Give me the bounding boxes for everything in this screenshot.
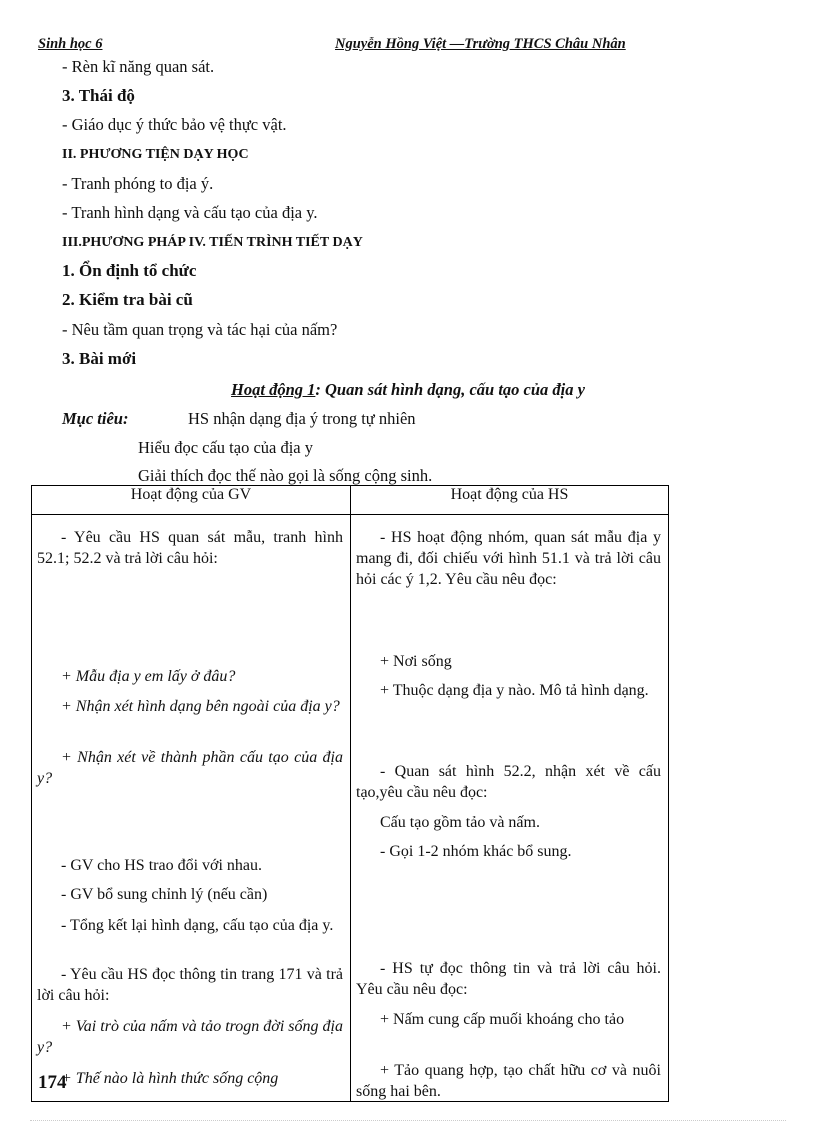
text-line: - Tranh hình dạng và cấu tạo của địa y. xyxy=(62,203,318,222)
objective-label: Mục tiêu: xyxy=(62,409,129,428)
hs-paragraph: - HS tự đọc thông tin và trả lời câu hỏi. Yêu cầu nêu đọc: xyxy=(356,960,661,998)
objective-item: HS nhận dạng địa ý trong tự nhiên xyxy=(188,409,416,428)
text-line: - Tranh phóng to địa ý. xyxy=(62,174,214,193)
section-heading: 3. Bài mới xyxy=(62,349,137,368)
hs-paragraph: - Gọi 1-2 nhóm khác bổ sung. xyxy=(380,843,572,860)
gv-paragraph: - Tổng kết lại hình dạng, cấu tạo của địa y. xyxy=(61,917,334,934)
gv-paragraph: + Nhận xét về thành phần cấu tạo của địa y? xyxy=(37,749,343,787)
hs-paragraph: - Quan sát hình 52.2, nhận xét về cấu tạo,yêu cầu nêu đọc: xyxy=(356,763,661,801)
objective-item: Giải thích đọc thế nào gọi là sống cộng sinh. xyxy=(138,466,433,485)
activity-title-label: Hoạt động 1 xyxy=(231,380,316,399)
gv-paragraph: + Mẫu địa y em lấy ở đâu? xyxy=(61,668,236,685)
gv-paragraph: + Thế nào là hình thức sống cộng xyxy=(61,1070,279,1087)
gv-paragraph: - GV bổ sung chỉnh lý (nếu cần) xyxy=(61,886,268,903)
gv-paragraph: - Yêu cầu HS đọc thông tin trang 171 và trả lời câu hỏi: xyxy=(37,966,343,1004)
hs-paragraph: - HS hoạt động nhóm, quan sát mẫu địa y mang đi, đối chiếu với hình 51.1 và trả lời câu hỏi các ý 1,2. Yêu cầu nêu đọc: xyxy=(356,529,661,588)
activity-title-text: : Quan sát hình dạng, cấu tạo của địa y xyxy=(315,380,585,399)
hs-paragraph: + Tảo quang hợp, tạo chất hữu cơ và nuôi sống hai bên. xyxy=(356,1062,661,1100)
activity-title xyxy=(0,380,816,400)
hs-paragraph: + Thuộc dạng địa y nào. Mô tả hình dạng. xyxy=(380,682,649,699)
header-subject: Sinh học 6 xyxy=(38,36,103,52)
activity-table xyxy=(31,485,669,1102)
table-header-gv: Hoạt động của GV xyxy=(32,486,351,515)
objective-item: Hiểu đọc cấu tạo của địa y xyxy=(138,438,314,457)
gv-paragraph: + Vai trò của nấm và tảo trogn đời sống địa y? xyxy=(37,1018,343,1056)
footer-divider xyxy=(30,1120,786,1121)
hs-paragraph: + Nấm cung cấp muối khoáng cho tảo xyxy=(380,1011,625,1028)
section-heading: 1. Ổn định tổ chức xyxy=(62,261,197,280)
section-heading: 2. Kiểm tra bài cũ xyxy=(62,290,193,309)
gv-paragraph: - Yêu cầu HS quan sát mẫu, tranh hình 52.1; 52.2 và trả lời câu hỏi: xyxy=(37,529,343,567)
text-line: - Nêu tầm quan trọng và tác hại của nấm? xyxy=(62,320,338,339)
text-line: - Giáo dục ý thức bảo vệ thực vật. xyxy=(62,115,287,134)
section-heading: 3. Thái độ xyxy=(62,86,135,105)
hs-column xyxy=(352,516,667,1100)
text-line: - Rèn kĩ năng quan sát. xyxy=(62,57,215,76)
hs-paragraph: + Nơi sống xyxy=(380,653,452,670)
table-header-hs: Hoạt động của HS xyxy=(351,486,669,515)
gv-column xyxy=(33,516,349,1100)
section-heading: II. PHƯƠNG TIỆN DẠY HỌC xyxy=(62,147,249,162)
section-heading: III.PHƯƠNG PHÁP IV. TIẾN TRÌNH TIẾT DẠY xyxy=(62,235,363,250)
gv-paragraph: + Nhận xét hình dạng bên ngoài của địa y? xyxy=(61,698,340,715)
page-number: 174 xyxy=(38,1072,67,1093)
header-author: Nguyễn Hồng Việt —Trường THCS Châu Nhân xyxy=(335,36,626,52)
hs-paragraph: Cấu tạo gồm tảo và nấm. xyxy=(380,814,540,831)
gv-paragraph: - GV cho HS trao đổi với nhau. xyxy=(61,857,263,874)
